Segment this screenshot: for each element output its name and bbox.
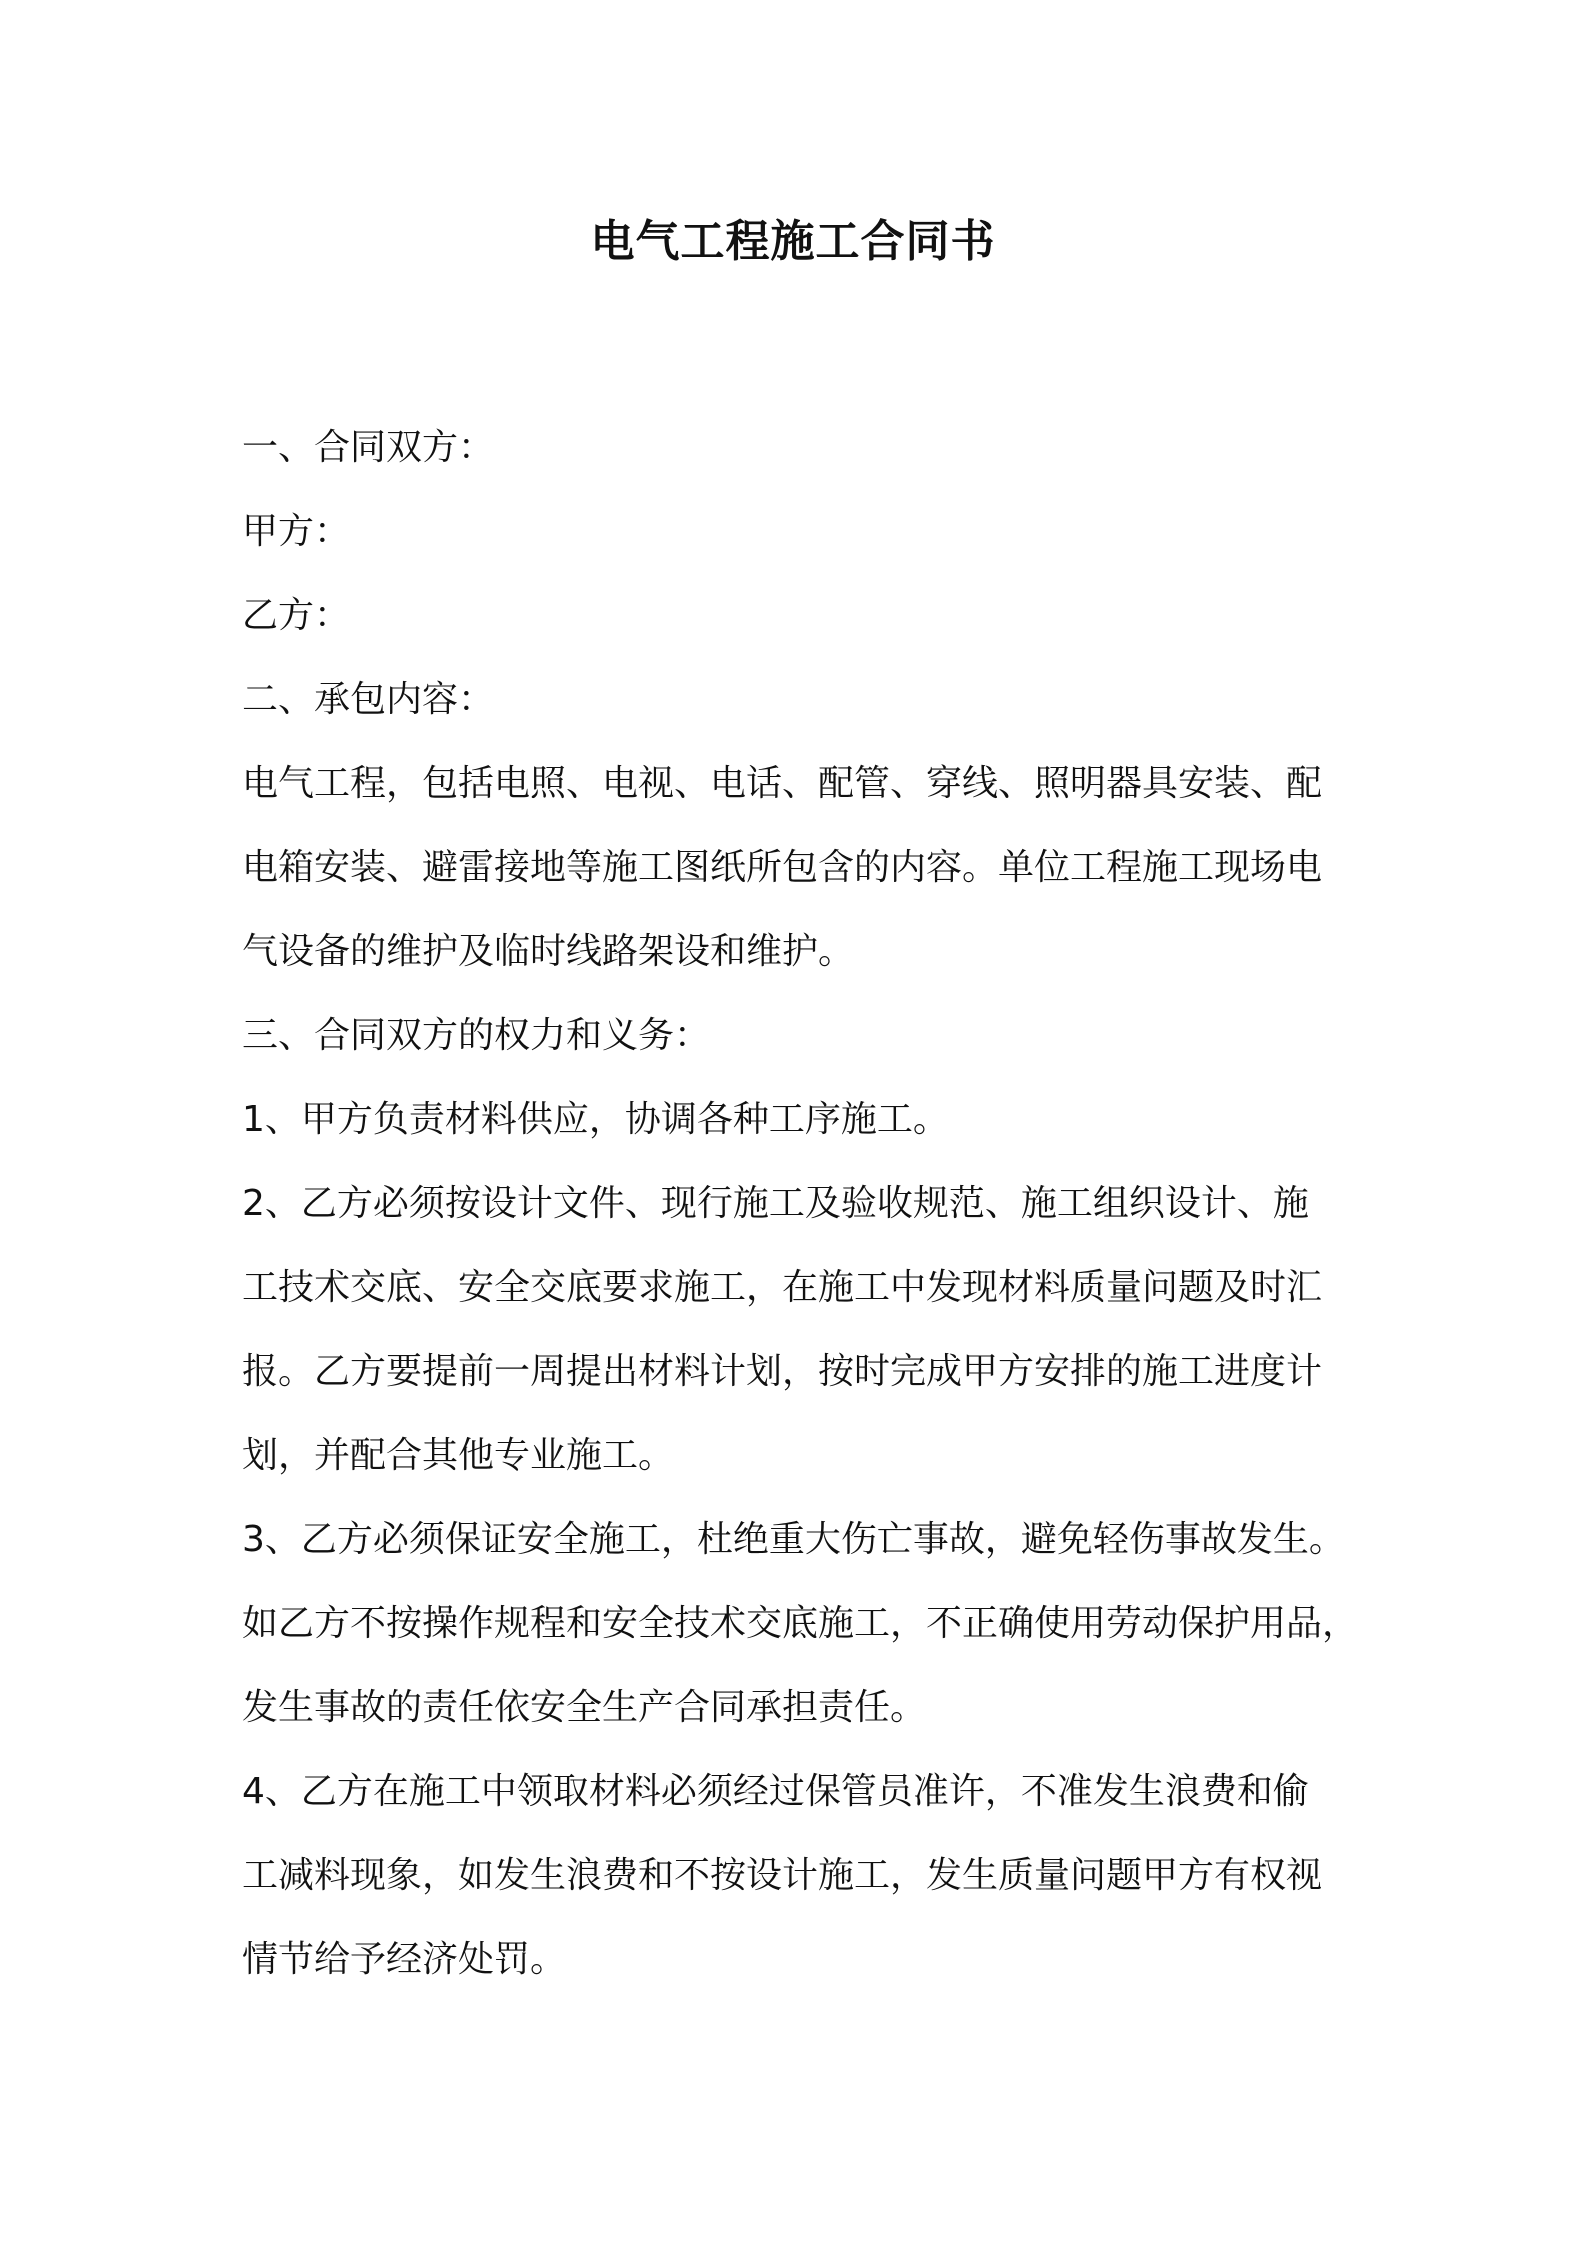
clause-2-line: 划，并配合其他专业施工。 bbox=[242, 1435, 675, 1476]
clause-2-line: 工技术交底、安全交底要求施工，在施工中发现材料质量问题及时汇 bbox=[242, 1267, 1323, 1308]
section-heading-rights: 三、合同双方的权力和义务： bbox=[242, 1015, 711, 1056]
clause-2-line: 报。乙方要提前一周提出材料计划，按时完成甲方安排的施工进度计 bbox=[242, 1351, 1323, 1392]
clause-2-line: 2、乙方必须按设计文件、现行施工及验收规范、施工组织设计、施 bbox=[242, 1183, 1309, 1224]
clause-4-line: 工减料现象，如发生浪费和不按设计施工，发生质量问题甲方有权视 bbox=[242, 1855, 1323, 1896]
section-heading-scope: 二、承包内容： bbox=[242, 679, 495, 720]
clause-3-line: 3、乙方必须保证安全施工，杜绝重大伤亡事故，避免轻伤事故发生。 bbox=[242, 1519, 1345, 1560]
paragraph-line: 气设备的维护及临时线路架设和维护。 bbox=[242, 931, 855, 972]
clause-4-line: 情节给予经济处罚。 bbox=[242, 1939, 567, 1980]
paragraph-line: 电气工程，包括电照、电视、电话、配管、穿线、照明器具安装、配 bbox=[242, 763, 1323, 804]
section-heading-parties: 一、合同双方： bbox=[242, 427, 495, 468]
document-body bbox=[242, 406, 1362, 2002]
clause-3-line: 发生事故的责任依安全生产合同承担责任。 bbox=[242, 1687, 927, 1728]
clause-3-line: 如乙方不按操作规程和安全技术交底施工，不正确使用劳动保护用品， bbox=[242, 1603, 1359, 1644]
clause-4-line: 4、乙方在施工中领取材料必须经过保管员准许，不准发生浪费和偷 bbox=[242, 1771, 1309, 1812]
party-b-line: 乙方： bbox=[242, 595, 351, 636]
party-a-line: 甲方： bbox=[242, 511, 351, 552]
document-title: 电气工程施工合同书 bbox=[590, 216, 996, 267]
paragraph-line: 电箱安装、避雷接地等施工图纸所包含的内容。单位工程施工现场电 bbox=[242, 847, 1323, 888]
clause-1-line: 1、甲方负责材料供应，协调各种工序施工。 bbox=[242, 1099, 949, 1140]
